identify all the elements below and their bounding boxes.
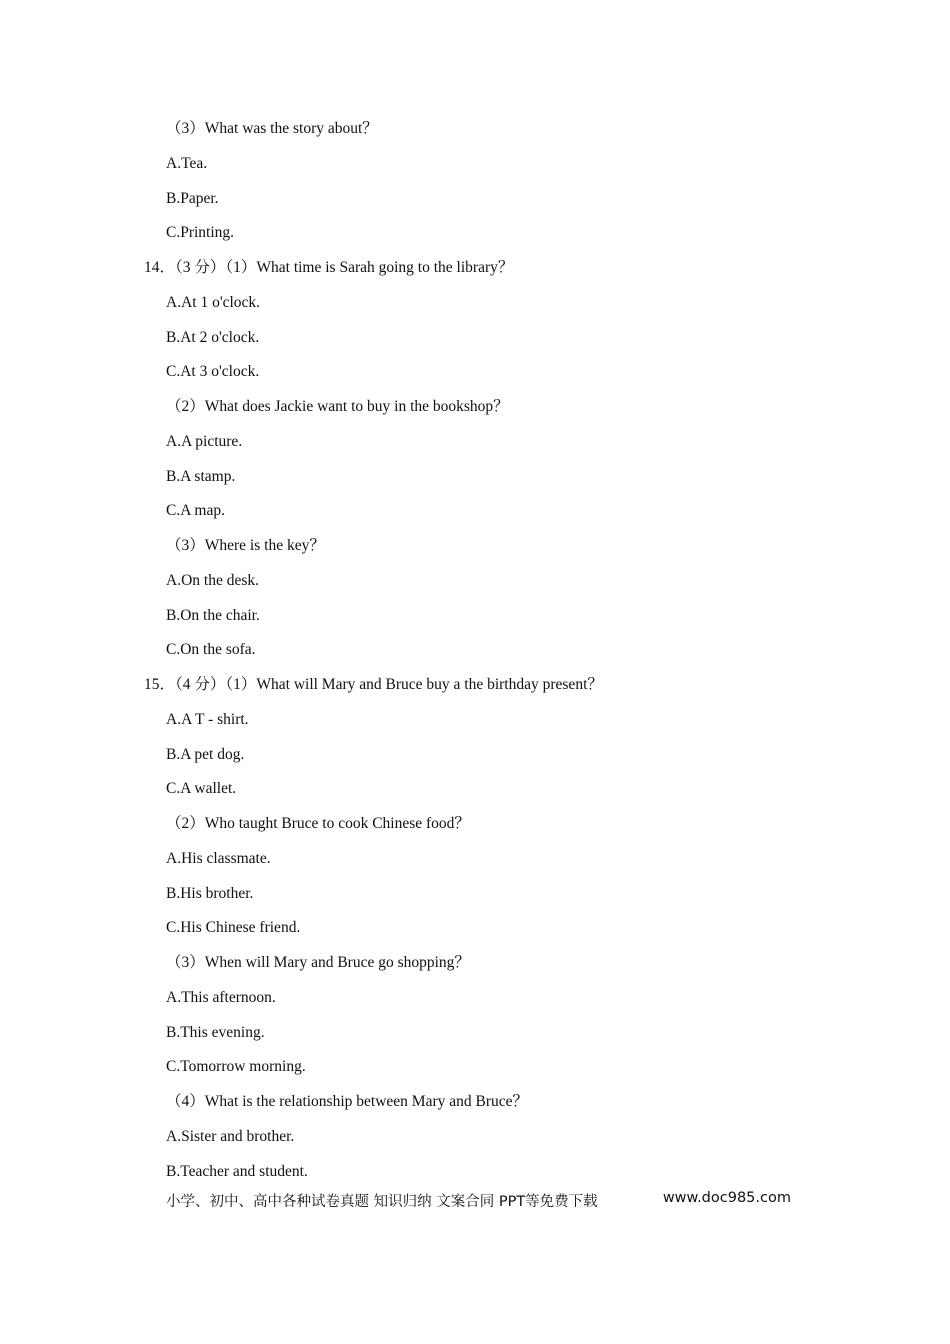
option-line: B.On the chair. — [166, 606, 260, 624]
option-line: C.A map. — [166, 502, 225, 520]
option-line: B.Teacher and student. — [166, 1162, 308, 1180]
sub-question-line: （3）What was the story about？ — [166, 120, 378, 137]
option-line: A.His classmate. — [166, 849, 271, 867]
option-line: B.This evening. — [166, 1023, 265, 1041]
option-line: A.On the desk. — [166, 571, 259, 589]
option-line: A.Sister and brother. — [166, 1127, 295, 1145]
question-number-line: 15．（4 分）（1）What will Mary and Bruce buy a the birthday present？ — [144, 676, 603, 693]
option-line: A.A T ‑ shirt. — [166, 710, 249, 728]
question-number-line: 14．（3 分）（1）What time is Sarah going to the library？ — [144, 259, 514, 276]
option-line: C.On the sofa. — [166, 641, 256, 659]
option-line: C.At 3 o'clock. — [166, 363, 260, 381]
footer-website-link[interactable]: www.doc985.com — [662, 1190, 791, 1206]
option-line: B.Paper. — [166, 189, 219, 207]
option-line: B.A pet dog. — [166, 745, 245, 763]
option-line: C.A wallet. — [166, 780, 237, 798]
option-line: C.Tomorrow morning. — [166, 1058, 306, 1076]
sub-question-line: （3）Where is the key？ — [166, 537, 325, 554]
option-line: A.Tea. — [166, 154, 208, 172]
page-footer — [166, 1190, 791, 1212]
sub-question-line: （2）Who taught Bruce to cook Chinese food？ — [166, 815, 470, 832]
option-line: A.At 1 o'clock. — [166, 293, 261, 311]
sub-question-line: （2）What does Jackie want to buy in the bookshop？ — [166, 398, 509, 415]
footer-promo-text: 小学、初中、高中各种试卷真题 知识归纳 文案合同 PPT等免费下载 — [166, 1194, 598, 1210]
sub-question-line: （4）What is the relationship between Mary and Bruce？ — [166, 1093, 528, 1110]
option-line: C.His Chinese friend. — [166, 919, 301, 937]
option-line: B.His brother. — [166, 884, 254, 902]
option-line: A.This afternoon. — [166, 988, 276, 1006]
option-line: C.Printing. — [166, 224, 235, 242]
option-line: A.A picture. — [166, 432, 243, 450]
option-line: B.A stamp. — [166, 467, 236, 485]
sub-question-line: （3）When will Mary and Bruce go shopping？ — [166, 954, 470, 971]
option-line: B.At 2 o'clock. — [166, 328, 260, 346]
